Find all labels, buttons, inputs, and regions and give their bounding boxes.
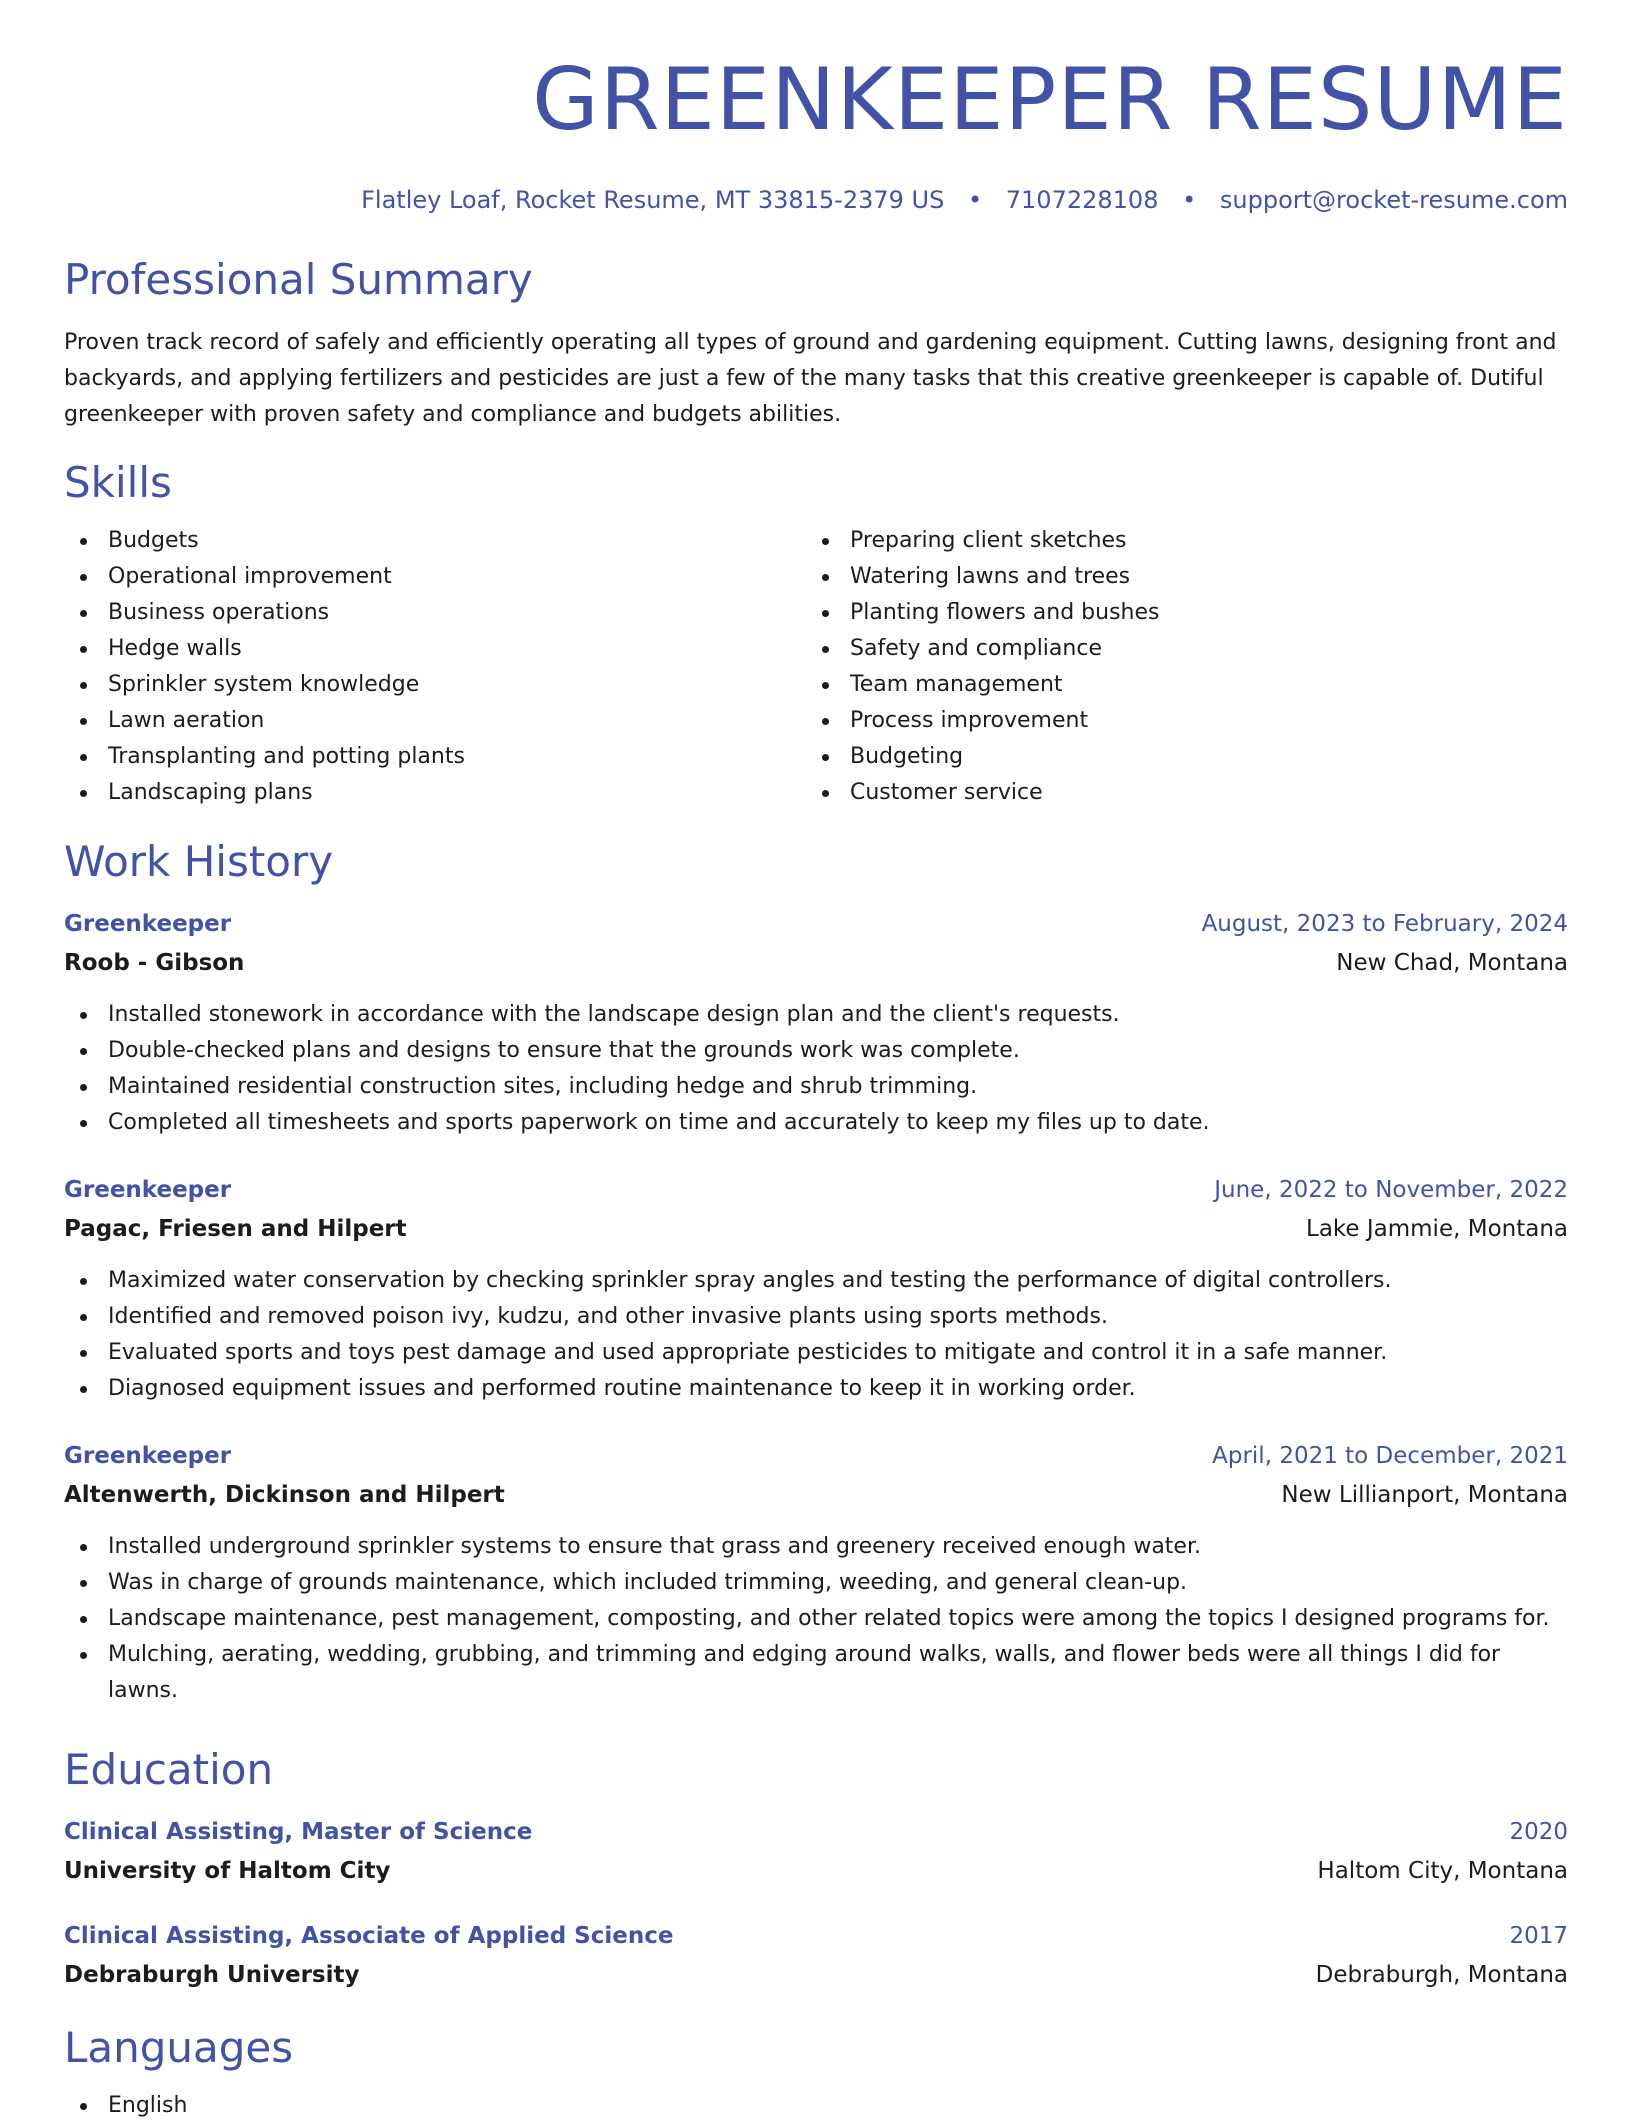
school-name: University of Haltom City <box>64 1858 391 1885</box>
job-title: Greenkeeper <box>64 1442 232 1469</box>
job-duty: Diagnosed equipment issues and performed routine maintenance to keep it in working order. <box>64 1371 1568 1407</box>
job-duty: Completed all timesheets and sports paperwork on time and accurately to keep my files up to date. <box>64 1105 1568 1141</box>
school-name: Debraburgh University <box>64 1962 360 1989</box>
job-entry <box>64 1437 1568 1709</box>
job-title: Greenkeeper <box>64 1176 232 1203</box>
resume-title: GREENKEEPER RESUME <box>532 50 1568 150</box>
skill-item: Customer service <box>806 775 1548 811</box>
skill-item: Lawn aeration <box>64 703 806 739</box>
school-location: Haltom City, Montana <box>1317 1858 1568 1885</box>
language-item: English <box>64 2088 1568 2124</box>
job-duty: Was in charge of grounds maintenance, which included trimming, weeding, and general clean-up. <box>64 1565 1568 1601</box>
job-duty: Evaluated sports and toys pest damage and used appropriate pesticides to mitigate and control it in a safe manner. <box>64 1335 1568 1371</box>
job-entry <box>64 1171 1568 1407</box>
skill-item: Budgets <box>64 523 806 559</box>
job-duty: Mulching, aerating, wedding, grubbing, and trimming and edging around walks, walls, and flower beds were all things I did for lawns. <box>64 1637 1568 1709</box>
languages-list <box>64 2088 1568 2124</box>
skill-item: Preparing client sketches <box>806 523 1548 559</box>
skill-item: Watering lawns and trees <box>806 559 1548 595</box>
job-dates: August, 2023 to February, 2024 <box>1201 910 1568 937</box>
summary-text: Proven track record of safely and efficiently operating all types of ground and gardening equipment. Cutting lawns, designing front and backyards, and applying fertilizers and pesticides are just a few of the many tasks that this creative greenkeeper is capable of. Dutiful greenkeeper with proven safety and compliance and budgets abilities. <box>64 330 1557 428</box>
job-location: New Lillianport, Montana <box>1281 1481 1568 1508</box>
degree-entry <box>64 1813 1568 1891</box>
skill-item: Process improvement <box>806 703 1548 739</box>
skill-item: Team management <box>806 667 1548 703</box>
contact-phone: 7107228108 <box>1005 186 1159 214</box>
job-entry <box>64 905 1568 1141</box>
skill-item: Sprinkler system knowledge <box>64 667 806 703</box>
degree-name: Clinical Assisting, Master of Science <box>64 1819 533 1846</box>
contact-email: support@rocket-resume.com <box>1219 186 1568 214</box>
languages-section <box>64 2023 1568 2123</box>
skills-heading: Skills <box>64 458 172 508</box>
job-duty: Maximized water conservation by checking sprinkler spray angles and testing the performance of digital controllers. <box>64 1263 1568 1299</box>
skills-list-right <box>806 523 1548 811</box>
job-duties <box>64 1263 1568 1407</box>
education-heading: Education <box>64 1744 274 1794</box>
education-section <box>64 1745 1568 1995</box>
job-company: Altenwerth, Dickinson and Hilpert <box>64 1481 505 1508</box>
job-duty: Installed underground sprinkler systems to ensure that grass and greenery received enough water. <box>64 1529 1568 1565</box>
skill-item: Safety and compliance <box>806 631 1548 667</box>
skill-item: Landscaping plans <box>64 775 806 811</box>
degree-entry <box>64 1917 1568 1995</box>
work-history-section <box>64 837 1568 1709</box>
job-company: Roob - Gibson <box>64 949 245 976</box>
job-duty: Landscape maintenance, pest management, composting, and other related topics were among the topics I designed programs for. <box>64 1601 1568 1637</box>
summary-section <box>64 255 1568 433</box>
degree-year: 2020 <box>1509 1819 1568 1846</box>
job-title: Greenkeeper <box>64 910 232 937</box>
job-location: Lake Jammie, Montana <box>1306 1215 1568 1242</box>
skills-list-left <box>64 523 806 811</box>
skill-item: Operational improvement <box>64 559 806 595</box>
contact-separator: • <box>967 186 983 214</box>
job-duties <box>64 1529 1568 1709</box>
contact-line <box>64 186 1568 215</box>
contact-separator: • <box>1182 186 1197 214</box>
job-duty: Double-checked plans and designs to ensure that the grounds work was complete. <box>64 1033 1568 1069</box>
skill-item: Budgeting <box>806 739 1548 775</box>
job-dates: June, 2022 to November, 2022 <box>1214 1176 1568 1203</box>
job-dates: April, 2021 to December, 2021 <box>1212 1442 1568 1469</box>
job-duty: Installed stonework in accordance with the landscape design plan and the client's requests. <box>64 997 1568 1033</box>
job-duty: Maintained residential construction sites, including hedge and shrub trimming. <box>64 1069 1568 1105</box>
school-location: Debraburgh, Montana <box>1315 1962 1568 1989</box>
skill-item: Business operations <box>64 595 806 631</box>
skill-item: Hedge walls <box>64 631 806 667</box>
summary-heading: Professional Summary <box>64 254 533 304</box>
degree-year: 2017 <box>1509 1923 1568 1950</box>
skill-item: Planting flowers and bushes <box>806 595 1548 631</box>
job-duty: Identified and removed poison ivy, kudzu, and other invasive plants using sports methods. <box>64 1299 1568 1335</box>
job-duties <box>64 997 1568 1141</box>
degree-name: Clinical Assisting, Associate of Applied Science <box>64 1923 674 1950</box>
work-history-heading: Work History <box>64 836 334 886</box>
job-company: Pagac, Friesen and Hilpert <box>64 1215 407 1242</box>
contact-address: Flatley Loaf, Rocket Resume, MT 33815-2379 US <box>361 186 945 214</box>
skills-section <box>64 458 1568 810</box>
languages-heading: Languages <box>64 2023 294 2073</box>
skill-item: Transplanting and potting plants <box>64 739 806 775</box>
job-location: New Chad, Montana <box>1336 949 1568 976</box>
